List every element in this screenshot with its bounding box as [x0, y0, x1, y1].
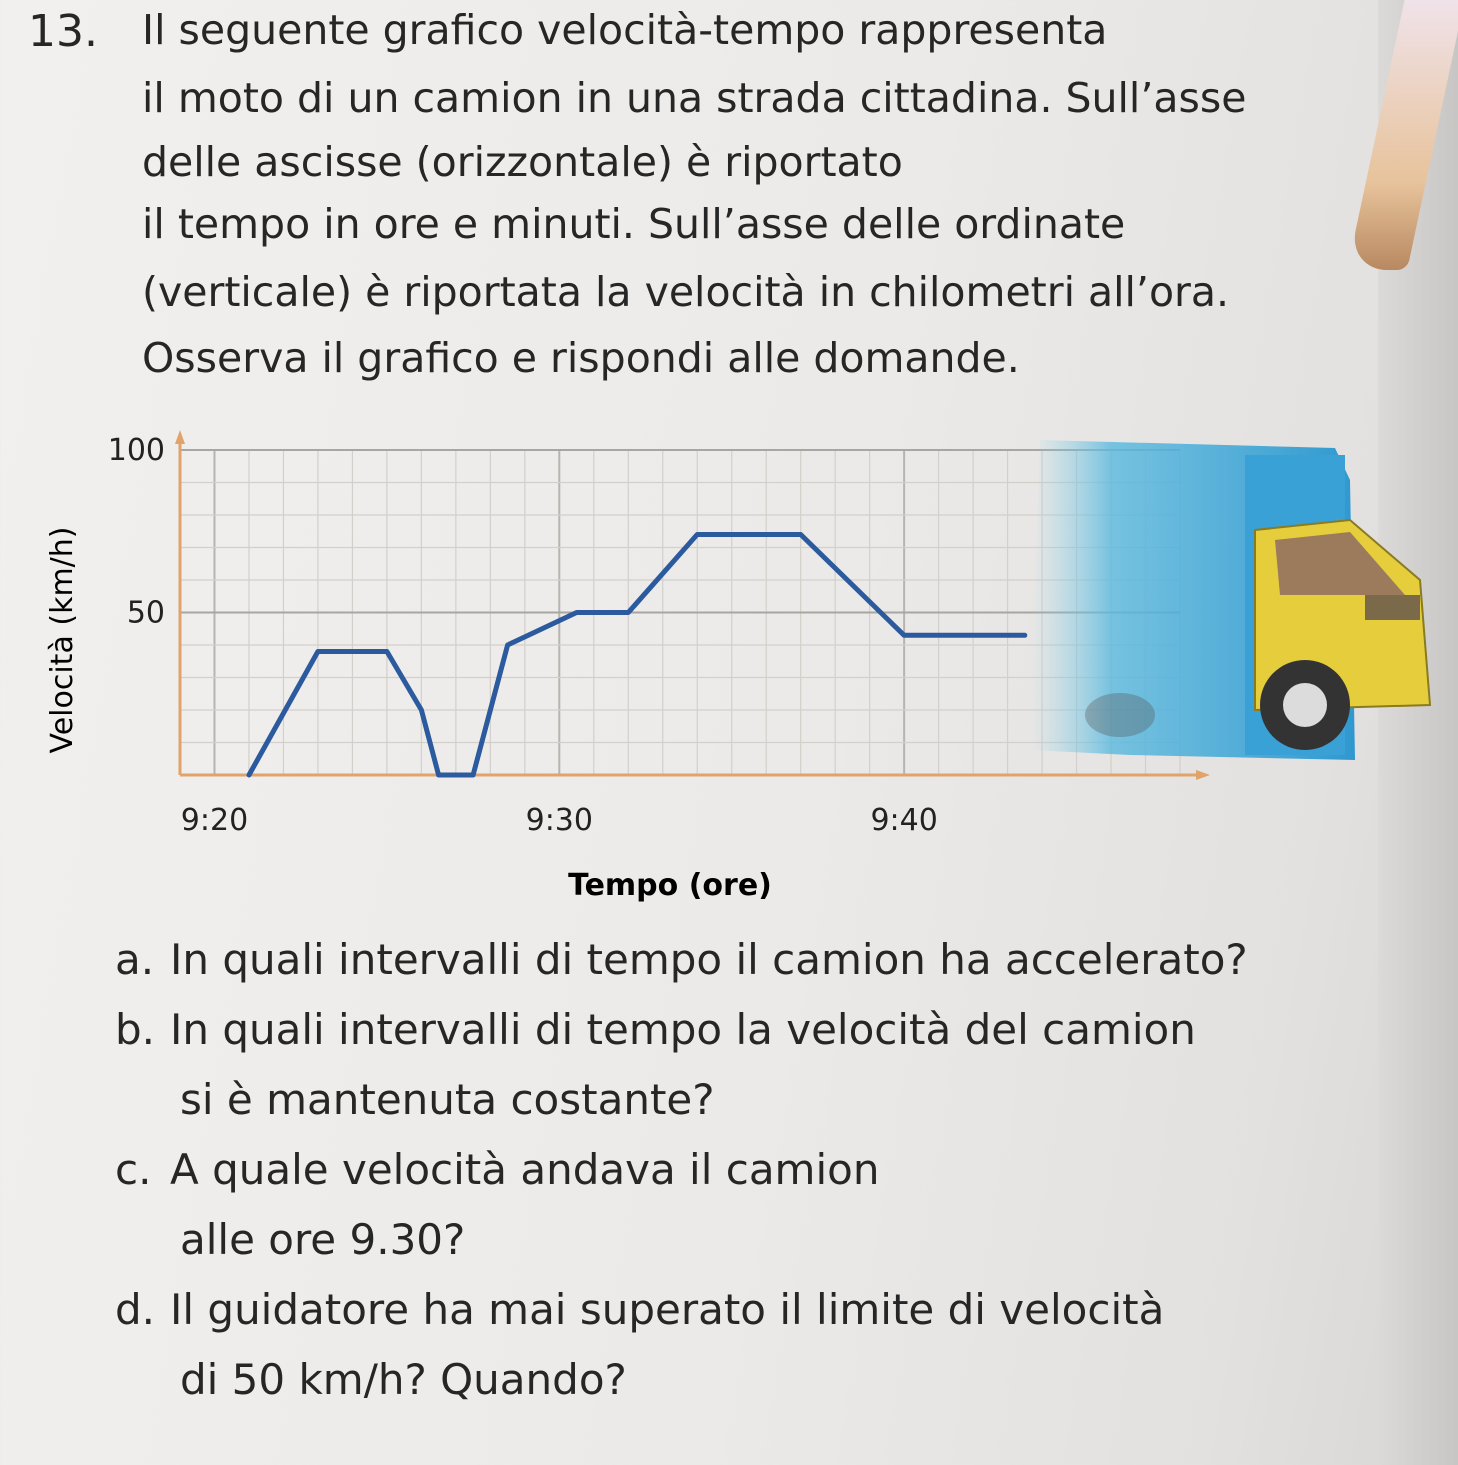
intro-line: il tempo in ore e minuti. Sull’asse delle ordinate	[142, 200, 1126, 248]
intro-line: Osserva il grafico e rispondi alle domande.	[142, 334, 1020, 382]
question-text: In quali intervalli di tempo la velocità del camion	[170, 1005, 1196, 1054]
question-text: Il guidatore ha mai superato il limite di velocità	[170, 1285, 1165, 1334]
question-c	[115, 1145, 879, 1194]
chart-grid	[180, 450, 1180, 775]
intro-line: Il seguente grafico velocità-tempo rappresenta	[142, 6, 1108, 54]
y-axis-arrow	[175, 430, 185, 444]
series-line	[249, 535, 1025, 776]
question-d	[115, 1285, 1164, 1334]
x-axis-label: Tempo (ore)	[568, 868, 772, 903]
question-b	[115, 1005, 1196, 1054]
question-label: b.	[115, 1005, 156, 1054]
x-tick-label: 9:20	[180, 803, 249, 838]
y-axis-label: Velocità (km/h)	[45, 526, 80, 754]
question-text: In quali intervalli di tempo il camion ha accelerato?	[170, 935, 1248, 984]
intro-line: delle ascisse (orizzontale) è riportato	[142, 138, 903, 186]
x-axis-arrow	[1196, 770, 1210, 780]
question-d-cont: di 50 km/h? Quando?	[180, 1355, 627, 1404]
question-c-cont: alle ore 9.30?	[180, 1215, 466, 1264]
y-tick-label: 50	[126, 595, 165, 631]
chart-series	[249, 535, 1025, 776]
question-a	[115, 935, 1248, 984]
y-tick-label: 100	[107, 433, 165, 468]
intro-line: il moto di un camion in una strada cittadina. Sull’asse	[142, 74, 1247, 122]
exercise-number: 13.	[28, 6, 98, 57]
x-tick-label: 9:40	[870, 803, 938, 838]
question-b-cont: si è mantenuta costante?	[180, 1075, 715, 1124]
question-label: a.	[115, 935, 155, 984]
truck-illustration	[1030, 440, 1430, 760]
intro-line: (verticale) è riportata la velocità in chilometri all’ora.	[142, 268, 1230, 316]
question-label: c.	[115, 1145, 152, 1194]
question-text: A quale velocità andava il camion	[170, 1145, 880, 1194]
velocity-time-chart	[30, 420, 1450, 920]
question-label: d.	[115, 1285, 156, 1334]
x-tick-label: 9:30	[525, 803, 593, 838]
